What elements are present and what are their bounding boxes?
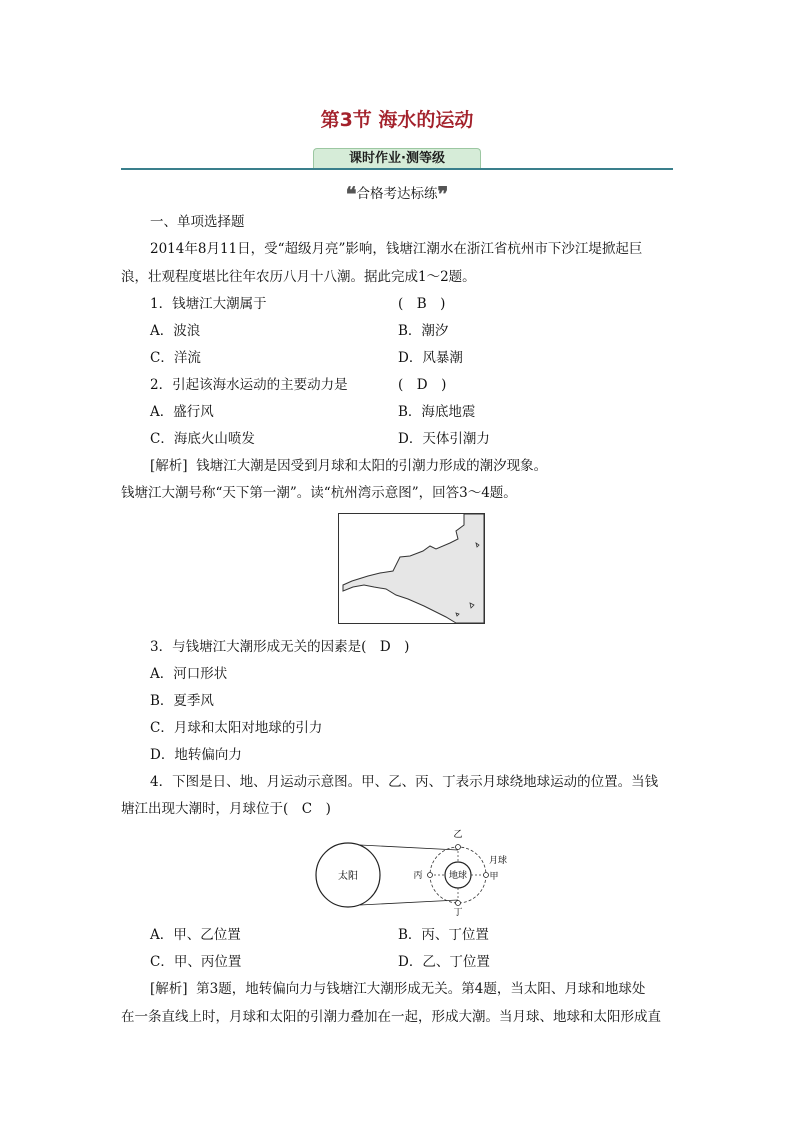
q1-option-d: D．风暴潮 xyxy=(398,350,463,366)
moon-bing xyxy=(428,873,433,878)
header-rule xyxy=(121,168,673,170)
q2-stem: 2．引起该海水运动的主要动力是 xyxy=(150,377,348,393)
moon-yi xyxy=(456,845,461,850)
sun-earth-moon-diagram xyxy=(310,823,510,918)
bing-label: 丙 xyxy=(413,871,423,881)
q1-option-c: C．洋流 xyxy=(150,350,201,366)
q3-option-c: C．月球和太阳对地球的引力 xyxy=(150,720,323,736)
intro2: 钱塘江大潮号称“天下第一潮”。读“杭州湾示意图”，回答3～4题。 xyxy=(121,485,517,501)
subtitle xyxy=(0,182,794,206)
q2-option-b: B．海底地震 xyxy=(398,404,476,420)
yi-label: 乙 xyxy=(453,830,463,840)
intro-line1: 2014年8月11日，受“超级月亮”影响，钱塘江潮水在浙江省杭州市下沙江堤掀起巨 xyxy=(150,241,643,257)
intro-line2: 浪，壮观程度堪比往年农历八月十八潮。据此完成1～2题。 xyxy=(121,269,476,285)
moon-jia xyxy=(484,873,489,878)
analysis2-line2: 在一条直线上时，月球和太阳的引潮力叠加在一起，形成大潮。当月球、地球和太阳形成直 xyxy=(121,1009,661,1025)
q3-stem: 3．与钱塘江大潮形成无关的因素是( D ) xyxy=(150,639,410,655)
hangzhou-bay-map xyxy=(338,513,485,624)
open-quote-icon: ❝ xyxy=(345,182,357,206)
jia-label: 甲 xyxy=(489,872,499,882)
analysis2-tag: [解析] xyxy=(150,981,188,997)
q4-option-d: D．乙、丁位置 xyxy=(398,954,490,970)
section-badge: 课时作业·测等级 xyxy=(313,148,481,169)
q3-option-d: D．地转偏向力 xyxy=(150,747,242,763)
q2-option-c: C．海底火山喷发 xyxy=(150,431,255,447)
q3-option-b: B．夏季风 xyxy=(150,693,214,709)
earth-label: 地球 xyxy=(448,871,468,881)
q4-option-c: C．甲、丙位置 xyxy=(150,954,242,970)
analysis1 xyxy=(150,457,547,475)
moon-ding xyxy=(456,901,461,906)
ding-label: 丁 xyxy=(453,908,463,918)
q2-option-d: D．天体引潮力 xyxy=(398,431,490,447)
q2-option-a: A．盛行风 xyxy=(150,404,214,420)
q1-stem: 1．钱塘江大潮属于 xyxy=(150,296,267,312)
moon-label: 月球 xyxy=(488,856,508,866)
close-quote-icon: ❞ xyxy=(437,182,449,206)
q1-option-b: B．潮汐 xyxy=(398,323,449,339)
q1-option-a: A．波浪 xyxy=(150,323,201,339)
analysis2-line1 xyxy=(150,980,645,998)
q4-line2: 塘江出现大潮时，月球位于( C ) xyxy=(121,801,331,817)
q1-answer: ( B ) xyxy=(398,296,446,312)
analysis1-text: 钱塘江大潮是因受到月球和太阳的引潮力形成的潮汐现象。 xyxy=(196,458,548,474)
q3-option-a: A．河口形状 xyxy=(150,666,228,682)
q4-option-a: A．甲、乙位置 xyxy=(150,927,241,943)
section-heading: 一、单项选择题 xyxy=(150,214,245,230)
subtitle-text: 合格考达标练 xyxy=(356,186,438,202)
analysis1-tag: [解析] xyxy=(150,458,188,474)
q4-line1: 4．下图是日、地、月运动示意图。甲、乙、丙、丁表示月球绕地球运动的位置。当钱 xyxy=(150,774,659,790)
q2-answer: ( D ) xyxy=(398,377,447,393)
sun-label: 太阳 xyxy=(338,871,358,882)
page-title: 第3节 海水的运动 xyxy=(320,109,474,131)
q4-option-b: B．丙、丁位置 xyxy=(398,927,489,943)
analysis2-text1: 第3题，地转偏向力与钱塘江大潮形成无关。第4题，当太阳、月球和地球处 xyxy=(196,981,646,997)
